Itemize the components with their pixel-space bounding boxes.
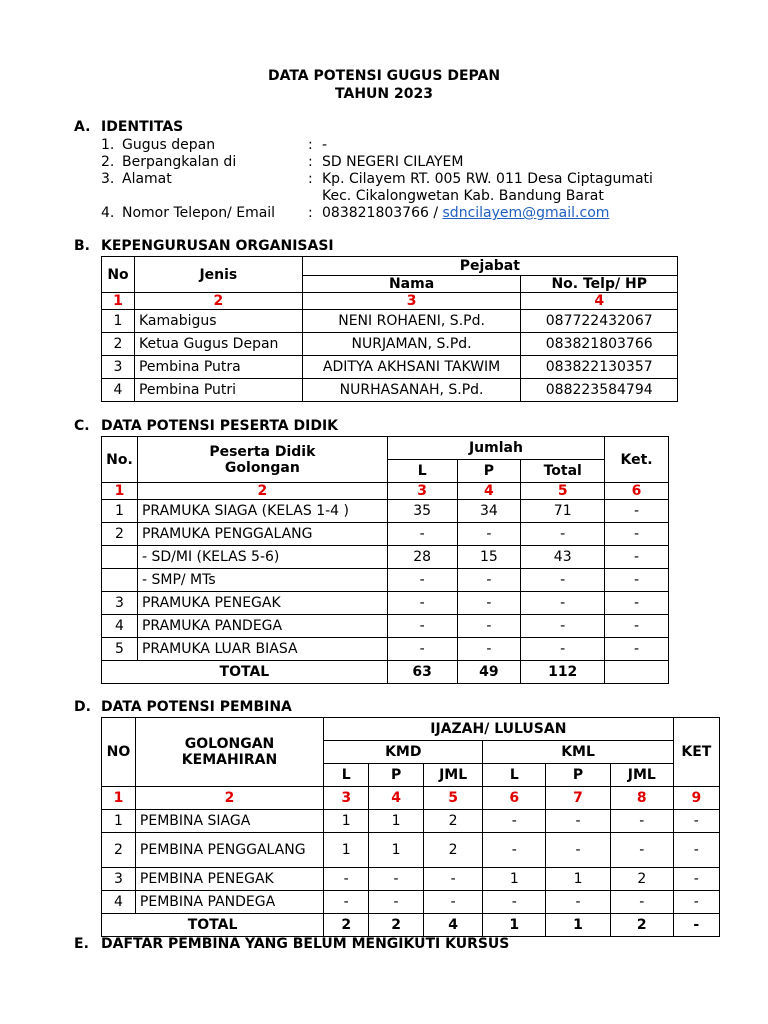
col-header-kml-jml: JML xyxy=(610,764,673,787)
table-index-row: 1 2 3 4 5 6 xyxy=(102,483,669,500)
section-b-heading: B. KEPENGURUSAN ORGANISASI xyxy=(74,238,334,254)
col-header-golongan: Peserta Didik Golongan xyxy=(137,437,387,483)
col-header-kml-p: P xyxy=(546,764,611,787)
table-row: 1 PEMBINA SIAGA 1 1 2 - - - - xyxy=(102,810,720,833)
table-index-row: 1 2 3 4 5 6 7 8 9 xyxy=(102,787,720,810)
table-row: - SD/MI (KELAS 5-6) 28 15 43 - xyxy=(102,546,669,569)
col-header-no: No xyxy=(102,257,135,293)
col-header-ijazah: IJAZAH/ LULUSAN xyxy=(324,718,674,741)
table-row: 3 PEMBINA PENEGAK - - - 1 1 2 - xyxy=(102,868,720,891)
col-header-kmd-jml: JML xyxy=(423,764,483,787)
section-d-heading: D. DATA POTENSI PEMBINA xyxy=(74,699,292,715)
peserta-didik-table xyxy=(101,436,669,684)
col-header-kmd-p: P xyxy=(369,764,423,787)
col-header-ket: Ket. xyxy=(605,437,669,483)
table-total-row: TOTAL 2 2 4 1 1 2 - xyxy=(102,914,720,937)
email-link[interactable]: sdncilayem@gmail.com xyxy=(442,205,610,221)
table-row: 2 PRAMUKA PENGGALANG - - - - xyxy=(102,523,669,546)
col-header-jumlah: Jumlah xyxy=(387,437,604,460)
table-total-row: TOTAL 63 49 112 xyxy=(102,661,669,684)
kepengurusan-table xyxy=(101,256,678,402)
table-row: 3 Pembina Putra ADITYA AKHSANI TAKWIM 083822130357 xyxy=(102,356,678,379)
col-header-ket: KET xyxy=(673,718,719,787)
col-header-no: NO xyxy=(102,718,136,787)
table-row: 4 PEMBINA PANDEGA - - - - - - - xyxy=(102,891,720,914)
col-header-pejabat: Pejabat xyxy=(302,257,677,276)
identitas-row-alamat-line2: Kec. Cikalongwetan Kab. Bandung Barat xyxy=(322,188,604,204)
identitas-row-alamat: 3. Alamat : Kp. Cilayem RT. 005 RW. 011 Desa Ciptagumati xyxy=(101,171,653,187)
col-header-p: P xyxy=(457,460,521,483)
document-year: TAHUN 2023 xyxy=(335,86,433,102)
identitas-row-berpangkalan: 2. Berpangkalan di : SD NEGERI CILAYEM xyxy=(101,154,464,170)
col-header-kml: KML xyxy=(483,741,673,764)
table-row: 1 PRAMUKA SIAGA (KELAS 1-4 ) 35 34 71 - xyxy=(102,500,669,523)
table-row: 4 Pembina Putri NURHASANAH, S.Pd. 088223584794 xyxy=(102,379,678,402)
table-row: 5 PRAMUKA LUAR BIASA - - - - xyxy=(102,638,669,661)
document-title: DATA POTENSI GUGUS DEPAN xyxy=(267,68,501,84)
col-header-total: Total xyxy=(521,460,605,483)
col-header-l: L xyxy=(387,460,457,483)
table-row: 1 Kamabigus NENI ROHAENI, S.Pd. 087722432067 xyxy=(102,310,678,333)
section-a-heading: A. IDENTITAS xyxy=(74,119,184,135)
col-header-no: No. xyxy=(102,437,138,483)
table-row: 3 PRAMUKA PENEGAK - - - - xyxy=(102,592,669,615)
col-header-nama: Nama xyxy=(302,276,521,293)
identitas-row-gugus-depan: 1. Gugus depan : - xyxy=(101,137,328,153)
col-header-jenis: Jenis xyxy=(134,257,302,293)
col-header-telp: No. Telp/ HP xyxy=(521,276,678,293)
table-row: - SMP/ MTs - - - - xyxy=(102,569,669,592)
table-row: 2 Ketua Gugus Depan NURJAMAN, S.Pd. 083821803766 xyxy=(102,333,678,356)
section-e-heading: E. DAFTAR PEMBINA YANG BELUM MENGIKUTI KURSUS xyxy=(74,936,510,952)
table-index-row: 1 2 3 4 xyxy=(102,293,678,310)
col-header-kmd-l: L xyxy=(324,764,369,787)
col-header-kmd: KMD xyxy=(324,741,483,764)
table-row: 4 PRAMUKA PANDEGA - - - - xyxy=(102,615,669,638)
section-c-heading: C. DATA POTENSI PESERTA DIDIK xyxy=(74,418,339,434)
table-row: 2 PEMBINA PENGGALANG 1 1 2 - - - - xyxy=(102,833,720,868)
col-header-golongan: GOLONGAN KEMAHIRAN xyxy=(135,718,323,787)
col-header-kml-l: L xyxy=(483,764,546,787)
pembina-table xyxy=(101,717,720,937)
identitas-row-telepon-email: 4. Nomor Telepon/ Email : 083821803766 / sdncilayem@gmail.com xyxy=(101,205,610,221)
